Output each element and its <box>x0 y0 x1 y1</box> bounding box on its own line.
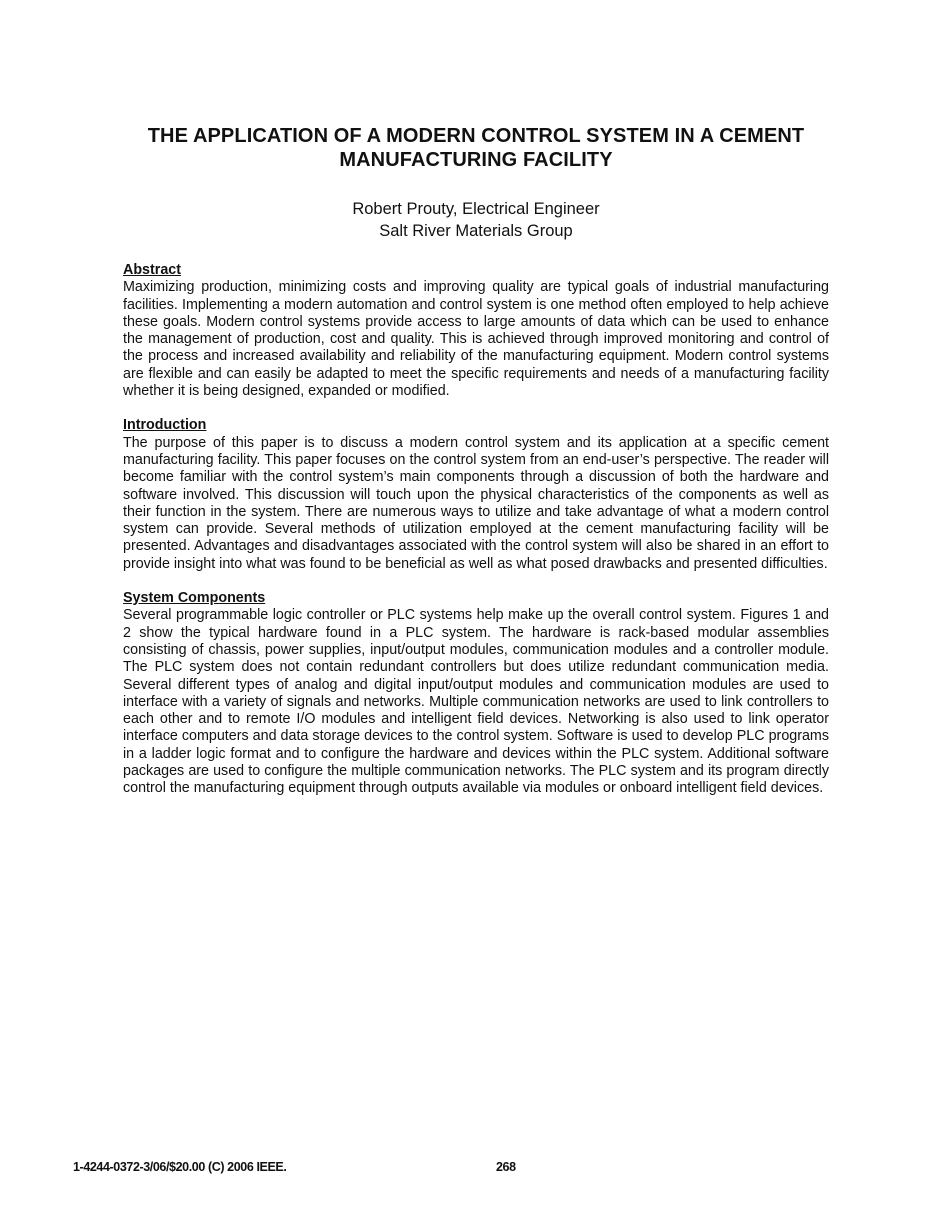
author-block <box>123 198 829 242</box>
introduction-body: The purpose of this paper is to discuss a modern control system and its application at a specific cement manufacturing facility. This paper focuses on the control system from an end-user’s perspective. The reader will become familiar with the control system’s main components through a discussion of both the hardware and software involved. This discussion will touch upon the physical characteristics of the components as well as their function in the system. There are numerous ways to utilize and take advantage of what a modern control system can provide. Several methods of utilization employed at the cement manufacturing facility will be presented. Advantages and disadvantages associated with the control system will also be shared in an effort to provide insight into what was found to be beneficial as well as what posed drawbacks and presented difficulties. <box>123 434 829 572</box>
abstract-heading: Abstract <box>123 262 181 278</box>
author-name: Robert Prouty, Electrical Engineer <box>352 200 600 218</box>
abstract-section <box>123 262 829 400</box>
title-line-2: MANUFACTURING FACILITY <box>339 149 613 171</box>
copyright-footer: 1-4244-0372-3/06/$20.00 (C) 2006 IEEE. <box>73 1160 287 1174</box>
system-components-body: Several programmable logic controller or PLC systems help make up the overall control system. Figures 1 and 2 show the typical hardware found in a PLC system. The hardware is rack-based modular assemblies consisting of chassis, power supplies, input/output modules, communication modules and a controller module. The PLC system does not contain redundant controllers but does utilize redundant communication media. Several different types of analog and digital input/output modules and communication modules are used to interface with a variety of signals and networks. Multiple communication networks are used to link controllers to each other and to remote I/O modules and intelligent field devices. Networking is also used to link operator interface computers and data storage devices to the control system. Software is used to develop PLC programs in a ladder logic format and to configure the hardware and devices within the PLC system. Additional software packages are used to configure the multiple communication networks. The PLC system and its program directly control the manufacturing equipment through outputs available via modules or onboard intelligent field devices. <box>123 607 829 797</box>
system-components-section <box>123 590 829 798</box>
paper-title <box>123 124 829 172</box>
introduction-heading: Introduction <box>123 417 207 434</box>
title-line-1: THE APPLICATION OF A MODERN CONTROL SYSTEM IN A CEMENT <box>147 125 805 147</box>
system-components-heading: System Components <box>123 590 266 607</box>
page-number: 268 <box>496 1160 516 1174</box>
author-affiliation: Salt River Materials Group <box>379 222 573 240</box>
introduction-section <box>123 417 829 573</box>
paper-page <box>123 124 829 798</box>
abstract-body: Maximizing production, minimizing costs and improving quality are typical goals of industrial manufacturing facilities. Implementing a modern automation and control system is one method often employed to help achieve these goals. Modern control systems provide access to large amounts of data which can be used to enhance the management of production, cost and quality. This is achieved through improved monitoring and control of the process and increased availability and reliability of the manufacturing equipment. Modern control systems are flexible and can easily be adapted to meet the specific requirements and needs of a manufacturing facility whether it is being designed, expanded or modified. <box>123 279 829 400</box>
